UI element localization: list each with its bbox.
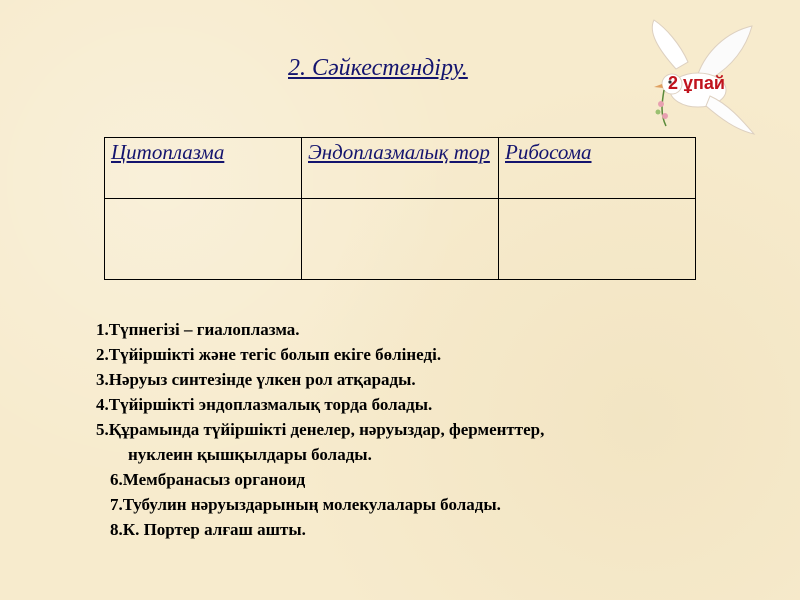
table-header-cell	[105, 138, 302, 199]
matching-table	[104, 137, 696, 280]
header-endoplasmic-reticulum: Эндоплазмалық тор	[308, 140, 490, 164]
statement-item: 6.Мембранасыз органоид	[110, 470, 306, 489]
statements-list	[96, 317, 736, 542]
statement-item: 5.Құрамында түйіршікті денелер, нәруыздар, ферменттер,	[96, 420, 545, 439]
header-ribosome: Рибосома	[505, 140, 592, 164]
slide-title: 2. Сәйкестендіру.	[288, 55, 468, 81]
table-header-cell	[499, 138, 696, 199]
statement-item: 7.Тубулин нәруыздарының молекулалары болады.	[110, 495, 501, 514]
answer-cell-endoplasmic-reticulum	[302, 199, 499, 280]
statement-item: 8.К. Портер алғаш ашты.	[110, 520, 306, 539]
statement-item: 1.Түпнегізі – гиалоплазма.	[96, 320, 300, 339]
table-header-cell	[302, 138, 499, 199]
table-header-row	[105, 138, 696, 199]
statement-item: 4.Түйіршікті эндоплазмалық торда болады.	[96, 395, 433, 414]
table-answer-row	[105, 199, 696, 280]
points-badge: 2 ұпай	[668, 73, 725, 93]
answer-cell-cytoplasm	[105, 199, 302, 280]
header-cytoplasm: Цитоплазма	[111, 140, 225, 164]
answer-cell-ribosome	[499, 199, 696, 280]
statement-item: 3.Нәруыз синтезінде үлкен рол атқарады.	[96, 370, 416, 389]
statement-item-continuation: нуклеин қышқылдары болады.	[128, 445, 372, 464]
statement-item: 2.Түйіршікті және тегіс болып екіге бөлінеді.	[96, 345, 442, 364]
